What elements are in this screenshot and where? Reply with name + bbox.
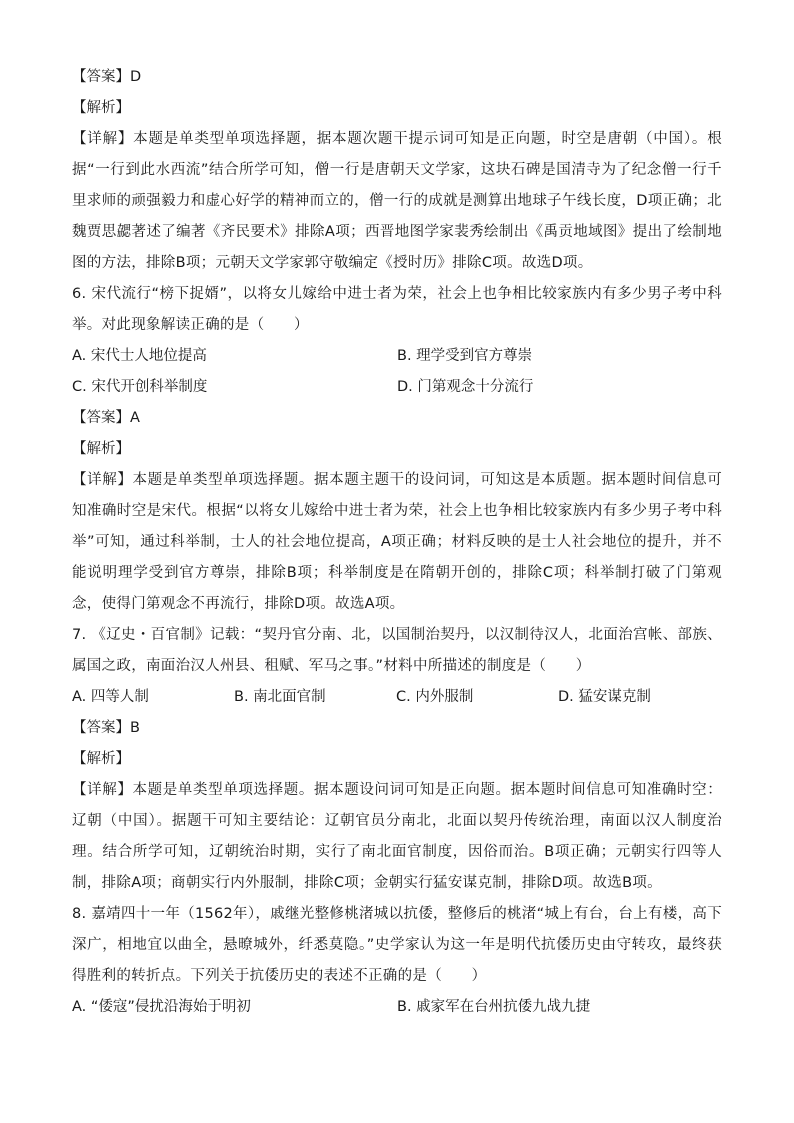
q6-option-d: D. 门第观念十分流行 xyxy=(397,379,534,395)
q6-answer: 【答案】A xyxy=(72,410,140,426)
q8-stem: 8. 嘉靖四十一年（1562年），戚继光整修桃渚城以抗倭，整修后的桃渚“城上有台，台上有楼，高下深广，相地宜以曲全，悬暸城外，纤悉莫隐。”史学家认为这一年是明代抗倭历史由守转攻，最终获得胜利的转折点。下列关于抗倭历史的表述不正确的是（ ） xyxy=(72,906,723,984)
q7-option-a: A. 四等人制 xyxy=(72,689,149,705)
q5-detail: 【详解】本题是单类型单项选择题，据本题次题干提示词可知是正向题，时空是唐朝（中国）。根据“一行到此水西流”结合所学可知，僧一行是唐朝天文学家，这块石碑是国清寺为了纪念僧一行千里求师的顽强毅力和虚心好学的精神而立的，僧一行的成就是测算出地球子午线长度，D项正确；北魏贾思勰著述了编著《齐民要术》排除A项；西晋地图学家裴秀绘制出《禹贡地域图》提出了绘制地图的方法，排除B项；元朝天文学家郭守敬编定《授时历》排除C项。故选D项。 xyxy=(72,131,722,271)
q7-answer: 【答案】B xyxy=(72,720,140,736)
q6-options-row-1 xyxy=(72,341,722,372)
q6-detail: 【详解】本题是单类型单项选择题。据本题主题干的设问词，可知这是本质题。据本题时间信息可知准确时空是宋代。根据“以将女儿嫁给中进士者为荣，社会上也争相比较家族内有多少男子考中科举”可知，通过科举制，士人的社会地位提高，A项正确；材料反映的是士人社会地位的提升，并不能说明理学受到官方尊崇，排除B项；科举制度是在隋朝开创的，排除C项；科举制打破了门第观念，使得门第观念不再流行，排除D项。故选A项。 xyxy=(72,472,722,612)
q7-option-d: D. 猛安谋克制 xyxy=(558,689,651,705)
q7-options-row xyxy=(72,682,722,713)
q7-analysis-heading: 【解析】 xyxy=(72,751,130,767)
q6-option-a: A. 宋代士人地位提高 xyxy=(72,348,207,364)
q7-detail: 【详解】本题是单类型单项选择题。据本题设问词可知是正向题。据本题时间信息可知准确时空：辽朝（中国）。据题干可知主要结论：辽朝官员分南北，北面以契丹传统治理，南面以汉人制度治理。结合所学可知，辽朝统治时期，实行了南北面官制度，因俗而治。B项正确；元朝实行四等人制，排除A项；商朝实行内外服制，排除C项；金朝实行猛安谋克制，排除D项。故选B项。 xyxy=(72,782,722,891)
q6-option-b: B. 理学受到官方尊崇 xyxy=(397,348,533,364)
q6-option-c: C. 宋代开创科举制度 xyxy=(72,379,208,395)
q7-option-b: B. 南北面官制 xyxy=(234,689,326,705)
q8-options-row-1 xyxy=(72,992,722,1023)
q7-option-c: C. 内外服制 xyxy=(396,689,474,705)
q8-option-a: A. “倭寇”侵扰沿海始于明初 xyxy=(72,999,251,1015)
q6-analysis-heading: 【解析】 xyxy=(72,441,130,457)
q6-stem: 6. 宋代流行“榜下捉婿”，以将女儿嫁给中进士者为荣，社会上也争相比较家族内有多少男子考中科举。对此现象解读正确的是（ ） xyxy=(72,286,722,333)
q8-option-b: B. 戚家军在台州抗倭九战九捷 xyxy=(397,999,591,1015)
exam-page xyxy=(72,62,722,1023)
q7-stem: 7. 《辽史・百官制》记载：“契丹官分南、北，以国制治契丹，以汉制待汉人，北面治宫帐、部族、属国之政，南面治汉人州县、租赋、军马之事。”材料中所描述的制度是（ ） xyxy=(72,627,722,674)
q5-answer: 【答案】D xyxy=(72,69,142,85)
q5-analysis-heading: 【解析】 xyxy=(72,100,130,116)
q6-options-row-2 xyxy=(72,372,722,403)
